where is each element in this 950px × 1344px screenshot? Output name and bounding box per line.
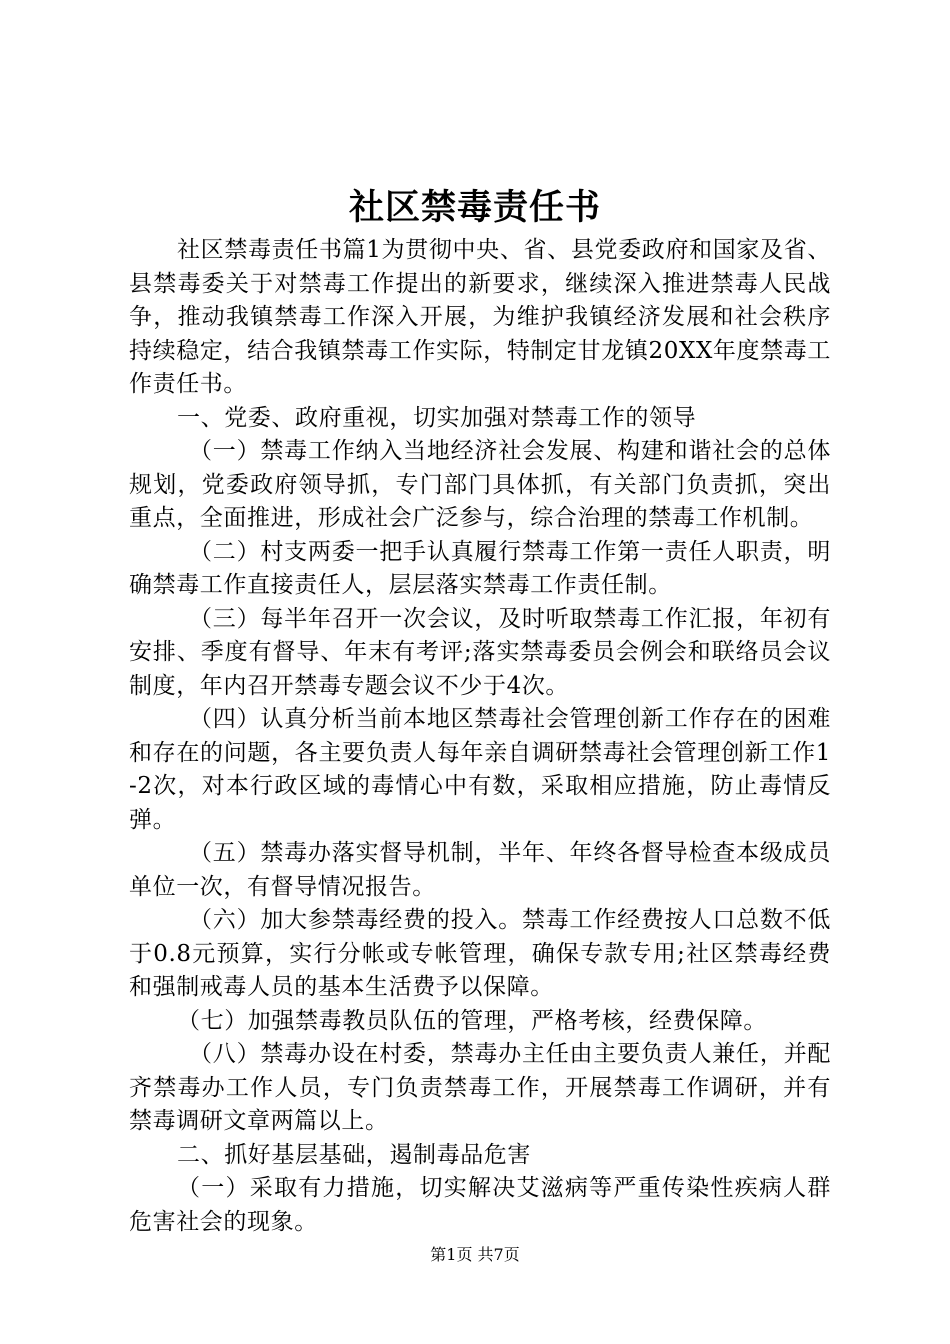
page-footer: 第1页 共7页 — [430, 1245, 520, 1264]
page-title: 社区禁毒责任书 — [348, 187, 601, 228]
body-paragraph: （二）村支两委一把手认真履行禁毒工作第一责任人职责，明确禁毒工作直接责任人，层层落实禁毒工作责任制。 — [129, 538, 831, 598]
body-paragraph: 社区禁毒责任书篇1为贯彻中央、省、县党委政府和国家及省、县禁毒委关于对禁毒工作提出的新要求，继续深入推进禁毒人民战争，推动我镇禁毒工作深入开展，为维护我镇经济发展和社会秩序持续稳定，结合我镇禁毒工作实际，特制定甘龙镇20XX年度禁毒工作责任书。 — [129, 237, 831, 397]
document-body — [129, 234, 831, 1239]
body-paragraph: （一）禁毒工作纳入当地经济社会发展、构建和谐社会的总体规划，党委政府领导抓，专门部门具体抓，有关部门负责抓，突出重点，全面推进，形成社会广泛参与，综合治理的禁毒工作机制。 — [129, 438, 831, 531]
body-paragraph: （三）每半年召开一次会议，及时听取禁毒工作汇报，年初有安排、季度有督导、年末有考评;落实禁毒委员会例会和联络员会议制度，年内召开禁毒专题会议不少于4次。 — [129, 605, 831, 699]
body-paragraph: 二、抓好基层基础，遏制毒品危害 — [177, 1141, 531, 1168]
body-paragraph: （六）加大参禁毒经费的投入。禁毒工作经费按人口总数不低于0.8元预算，实行分帐或专帐管理，确保专款专用;社区禁毒经费和强制戒毒人员的基本生活费予以保障。 — [129, 907, 831, 1000]
body-paragraph: 一、党委、政府重视，切实加强对禁毒工作的领导 — [177, 404, 697, 431]
body-paragraph: （七）加强禁毒教员队伍的管理，严格考核，经费保障。 — [177, 1007, 767, 1034]
body-paragraph: （八）禁毒办设在村委，禁毒办主任由主要负责人兼任，并配齐禁毒办工作人员，专门负责禁毒工作，开展禁毒工作调研，并有禁毒调研文章两篇以上。 — [129, 1041, 831, 1134]
body-paragraph: （五）禁毒办落实督导机制，半年、年终各督导检查本级成员单位一次，有督导情况报告。 — [129, 840, 831, 900]
body-paragraph: （一）采取有力措施，切实解决艾滋病等严重传染性疾病人群危害社会的现象。 — [129, 1175, 831, 1235]
body-paragraph: （四）认真分析当前本地区禁毒社会管理创新工作存在的困难和存在的问题，各主要负责人每年亲自调研禁毒社会管理创新工作1-2次，对本行政区域的毒情心中有数，采取相应措施，防止毒情反弹。 — [129, 706, 831, 833]
